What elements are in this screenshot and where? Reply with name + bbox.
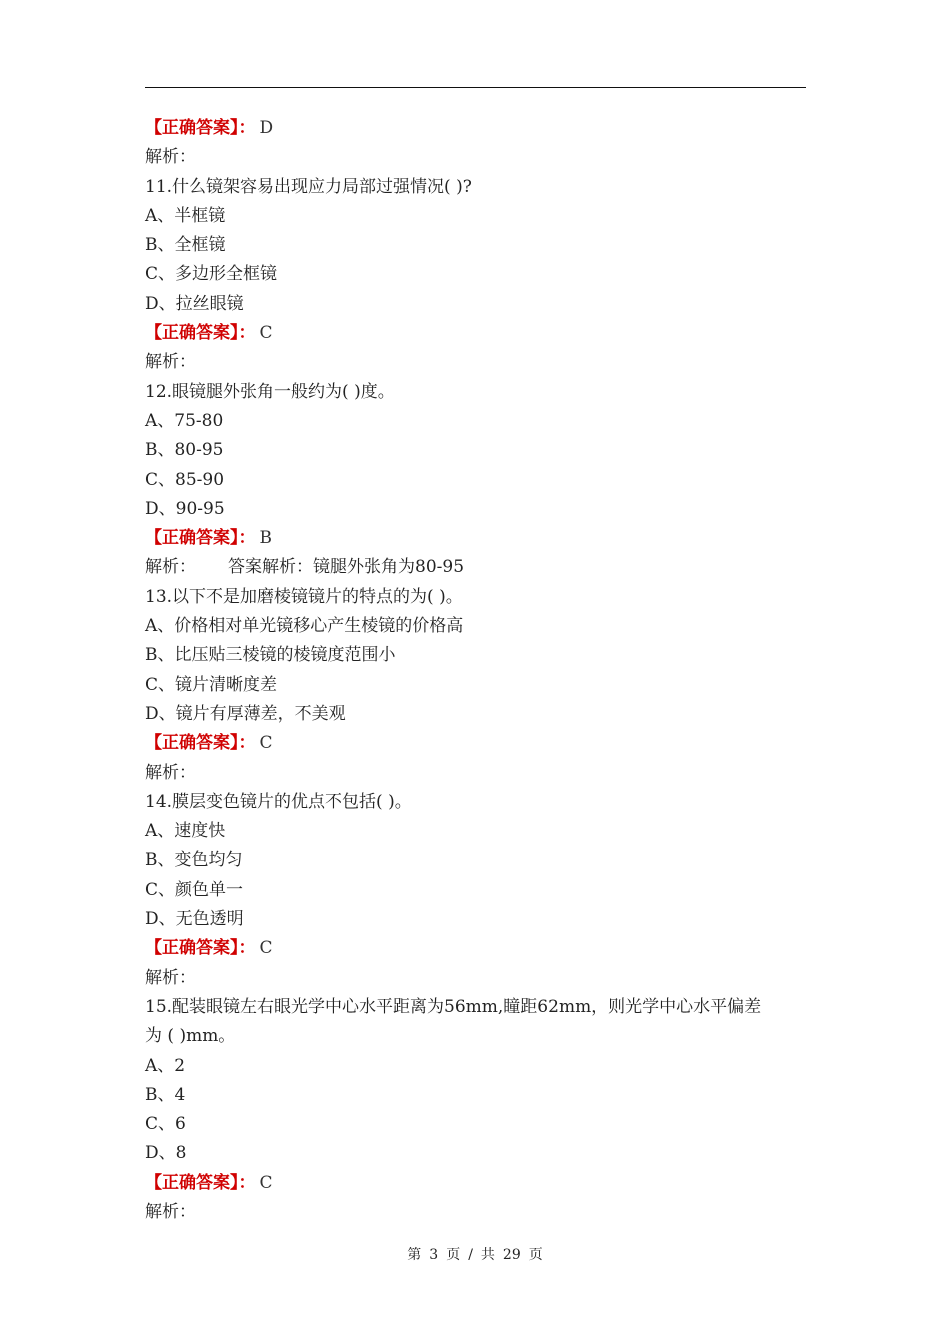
answer-option: A、2 — [145, 1055, 186, 1076]
answer-option: C、85-90 — [145, 469, 225, 490]
correct-answer-separator: ： — [238, 528, 256, 549]
correct-answer-value: D — [259, 118, 274, 138]
correct-answer-line — [145, 1169, 806, 1198]
header-rule — [145, 87, 806, 88]
correct-answer-label: 【正确答案】 — [145, 938, 239, 959]
question-text: 14.膜层变色镜片的优点不包括( )。 — [145, 791, 412, 812]
answer-option: B、变色均匀 — [145, 850, 243, 871]
footer-total-prefix: 共 — [480, 1247, 495, 1263]
question-text: 11.什么镜架容易出现应力局部过强情况( )? — [145, 176, 472, 197]
footer-separator: / — [468, 1247, 473, 1263]
correct-answer-label: 【正确答案】 — [145, 1172, 239, 1193]
answer-option: D、8 — [145, 1143, 187, 1164]
analysis-detail: 答案解析：镜腿外张角为80-95 — [228, 557, 465, 578]
answer-option: A、速度快 — [145, 821, 226, 842]
correct-answer-label: 【正确答案】 — [145, 528, 239, 549]
footer-page-number: 3 — [429, 1247, 439, 1263]
correct-answer-line — [145, 524, 806, 553]
correct-answer-line — [145, 114, 806, 143]
footer-page-unit: 页 — [446, 1247, 461, 1263]
answer-option: D、无色透明 — [145, 909, 244, 930]
correct-answer-value: C — [259, 733, 273, 754]
answer-option: B、比压贴三棱镜的棱镜度范围小 — [145, 645, 396, 666]
correct-answer-separator: ： — [238, 1172, 256, 1193]
answer-option: A、75-80 — [145, 410, 224, 431]
correct-answer-separator: ： — [238, 323, 256, 344]
analysis-line: 解析： — [145, 352, 196, 373]
correct-answer-value: C — [259, 938, 273, 959]
correct-answer-label: 【正确答案】 — [145, 733, 239, 754]
answer-option: A、半框镜 — [145, 205, 226, 226]
question-text: 13.以下不是加磨棱镜镜片的特点的为( )。 — [145, 586, 463, 607]
answer-option: D、镜片有厚薄差，不美观 — [145, 703, 346, 724]
correct-answer-label: 【正确答案】 — [145, 323, 239, 344]
page-footer — [0, 1244, 950, 1264]
question-text: 12.眼镜腿外张角一般约为( )度。 — [145, 381, 395, 402]
answer-option: C、多边形全框镜 — [145, 264, 278, 285]
answer-option: C、颜色单一 — [145, 879, 244, 900]
answer-option: B、4 — [145, 1084, 186, 1105]
correct-answer-line — [145, 729, 806, 758]
footer-total-pages: 29 — [502, 1247, 521, 1263]
answer-option: A、价格相对单光镜移心产生棱镜的价格高 — [145, 616, 464, 637]
answer-option: C、6 — [145, 1114, 186, 1135]
answer-option: B、全框镜 — [145, 235, 226, 256]
correct-answer-line — [145, 934, 806, 963]
answer-option: C、镜片清晰度差 — [145, 674, 278, 695]
analysis-line: 解析： — [145, 762, 196, 783]
analysis-label: 解析： — [145, 557, 196, 578]
analysis-line: 解析： — [145, 967, 196, 988]
correct-answer-separator: ： — [238, 733, 256, 754]
correct-answer-separator: ： — [238, 938, 256, 959]
answer-option: D、拉丝眼镜 — [145, 293, 244, 314]
footer-page-prefix: 第 — [407, 1247, 422, 1263]
footer-total-unit: 页 — [528, 1247, 543, 1263]
analysis-line: 解析： — [145, 147, 196, 168]
correct-answer-value: C — [259, 323, 273, 344]
correct-answer-separator: ： — [238, 118, 256, 138]
document-body — [145, 114, 806, 1227]
correct-answer-label: 【正确答案】 — [145, 118, 239, 138]
analysis-line — [145, 553, 806, 582]
question-text: 15.配装眼镜左右眼光学中心水平距离为56mm,瞳距62mm，则光学中心水平偏差 — [145, 996, 762, 1017]
correct-answer-line — [145, 319, 806, 348]
correct-answer-value: C — [259, 1172, 273, 1193]
question-text: 为 ( )mm。 — [145, 1026, 236, 1047]
answer-option: D、90-95 — [145, 498, 225, 519]
answer-option: B、80-95 — [145, 440, 224, 461]
correct-answer-value: B — [259, 528, 272, 549]
analysis-line: 解析： — [145, 1201, 196, 1222]
